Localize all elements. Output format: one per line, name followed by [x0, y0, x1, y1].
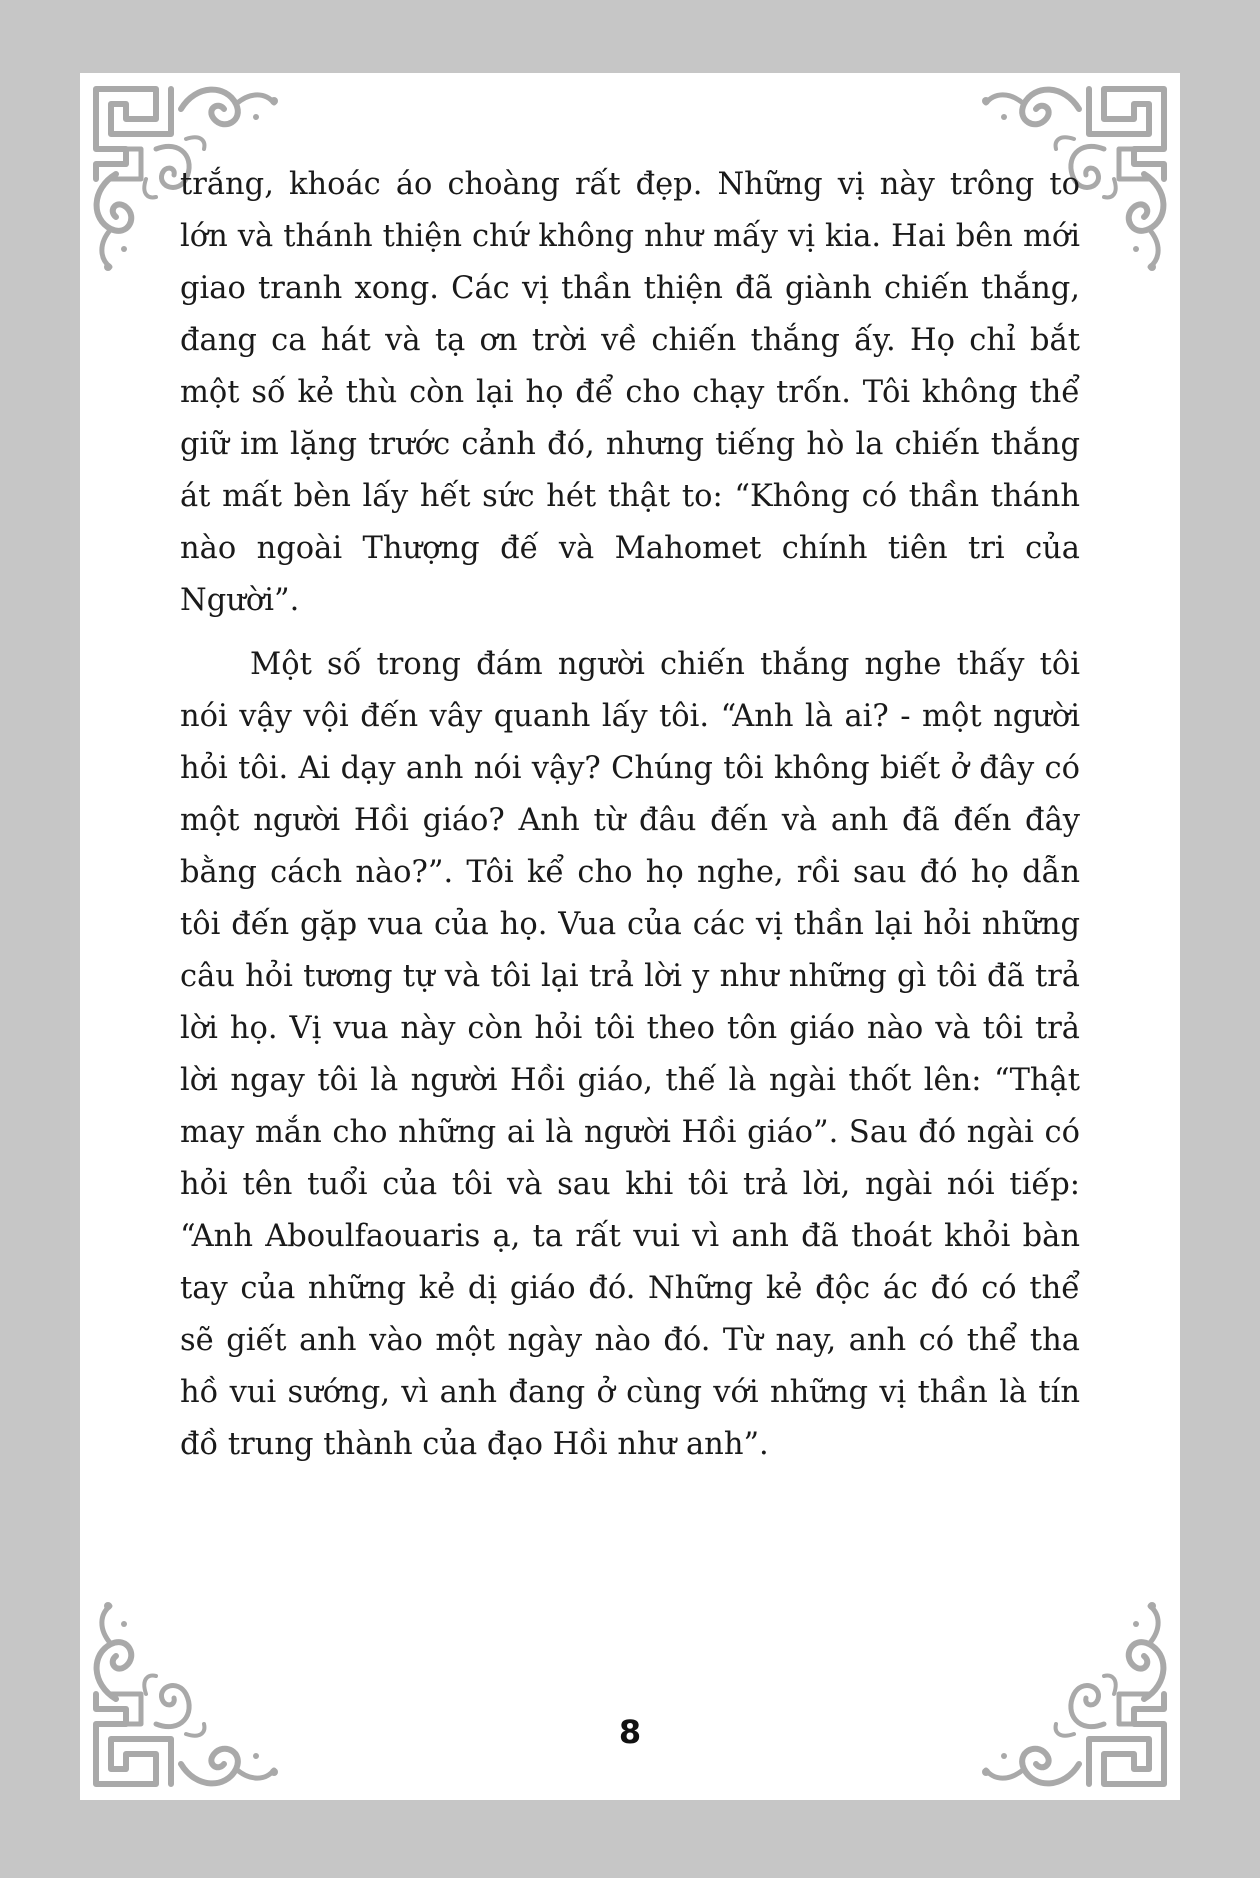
corner-ornament-icon	[86, 1594, 286, 1794]
body-text	[180, 159, 1080, 1471]
paragraph: trắng, khoác áo choàng rất đẹp. Những vị này trông to lớn và thánh thiện chứ không như mấy vị kia. Hai bên mới giao tranh xong. Các vị thần thiện đã giành chiến thắng, đang ca hát và tạ ơn trời về chiến thắng ấy. Họ chỉ bắt một số kẻ thù còn lại họ để cho chạy trốn. Tôi không thể giữ im lặng trước cảnh đó, nhưng tiếng hò la chiến thắng át mất bèn lấy hết sức hét thật to: “Không có thần thánh nào ngoài Thượng đế và Mahomet chính tiên tri của Người”.	[180, 167, 1080, 618]
corner-ornament-icon	[974, 1594, 1174, 1794]
paragraph: Một số trong đám người chiến thắng nghe thấy tôi nói vậy vội đến vây quanh lấy tôi. “Anh là ai? - một người hỏi tôi. Ai dạy anh nói vậy? Chúng tôi không biết ở đây có một người Hồi giáo? Anh từ đâu đến và anh đã đến đây bằng cách nào?”. Tôi kể cho họ nghe, rồi sau đó họ dẫn tôi đến gặp vua của họ. Vua của các vị thần lại hỏi những câu hỏi tương tự và tôi lại trả lời y như những gì tôi đã trả lời họ. Vị vua này còn hỏi tôi theo tôn giáo nào và tôi trả lời ngay tôi là người Hồi giáo, thế là ngài thốt lên: “Thật may mắn cho những ai là người Hồi giáo”. Sau đó ngài có hỏi tên tuổi của tôi và sau khi tôi trả lời, ngài nói tiếp: “Anh Aboulfaouaris ạ, ta rất vui vì anh đã thoát khỏi bàn tay của những kẻ dị giáo đó. Những kẻ độc ác đó có thể sẽ giết anh vào một ngày nào đó. Từ nay, anh có thể tha hồ vui sướng, vì anh đang ở cùng với những vị thần là tín đồ trung thành của đạo Hồi như anh”.	[180, 647, 1080, 1462]
book-page	[80, 73, 1180, 1800]
page-number: 8	[618, 1713, 642, 1751]
